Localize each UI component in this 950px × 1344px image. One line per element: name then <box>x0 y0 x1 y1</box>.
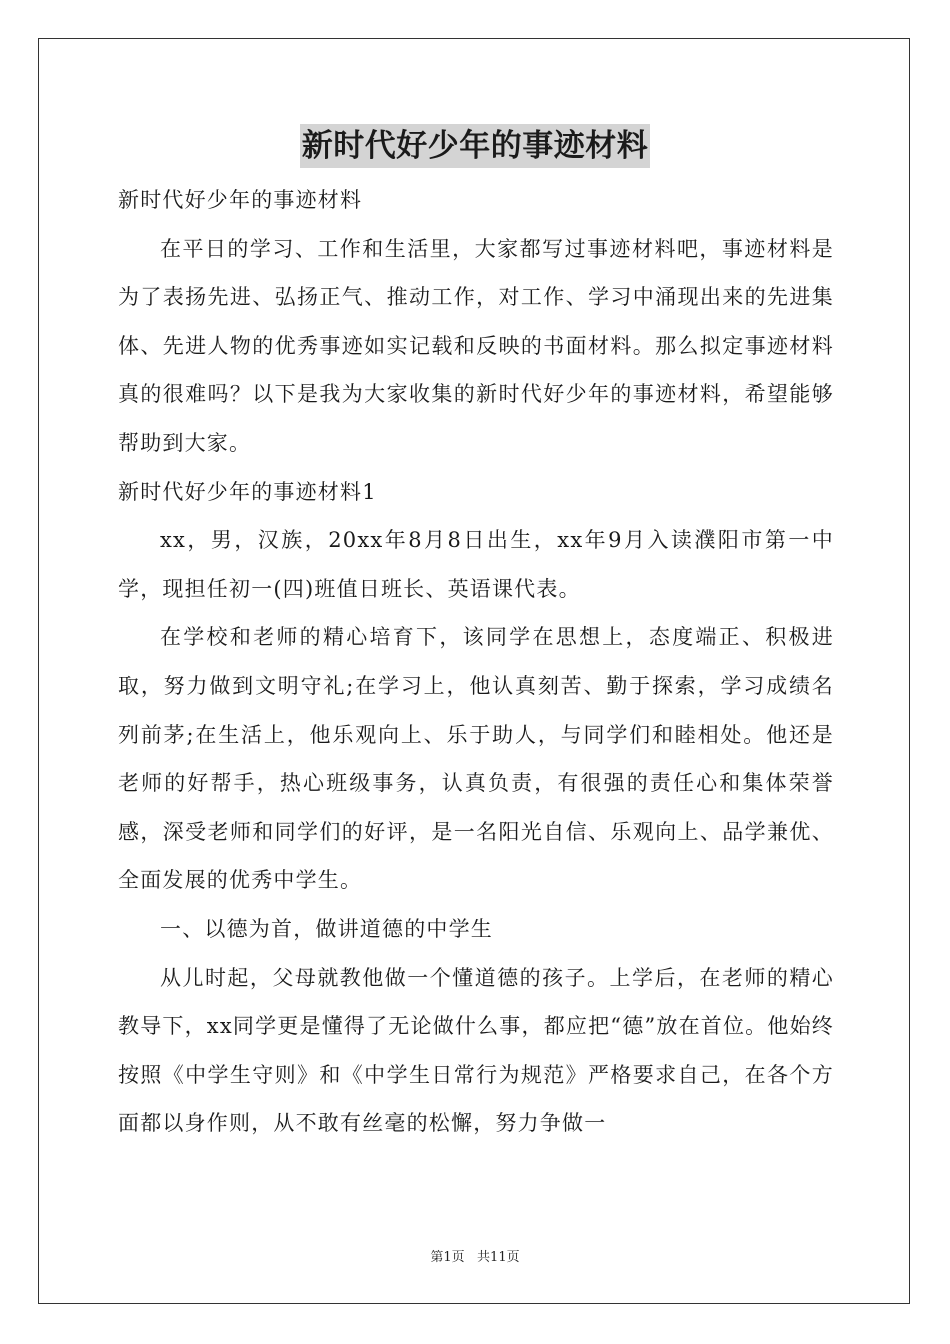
intro-paragraph: 在平日的学习、工作和生活里，大家都写过事迹材料吧，事迹材料是为了表扬先进、弘扬正气、推动工作，对工作、学习中涌现出来的先进集体、先进人物的优秀事迹如实记载和反映的书面材料。那么拟定事迹材料真的很难吗？以下是我为大家收集的新时代好少年的事迹材料，希望能够帮助到大家。 <box>118 236 834 455</box>
document-body <box>118 176 834 1148</box>
section-heading-1: 新时代好少年的事迹材料1 <box>118 479 377 504</box>
summary-paragraph: 在学校和老师的精心培育下，该同学在思想上，态度端正、积极进取，努力做到文明守礼;在学习上，他认真刻苦、勤于探索，学习成绩名列前茅;在生活上，他乐观向上、乐于助人，与同学们和睦相处。他还是老师的好帮手，热心班级事务，认真负责，有很强的责任心和集体荣誉感，深受老师和同学们的好评，是一名阳光自信、乐观向上、品学兼优、全面发展的优秀中学生。 <box>118 625 834 893</box>
document-title: 新时代好少年的事迹材料 <box>300 124 651 168</box>
profile-paragraph: xx，男，汉族，20xx年8月8日出生，xx年9月入读濮阳市第一中学，现担任初一(四)班值日班长、英语课代表。 <box>118 528 834 601</box>
title-container <box>0 124 950 168</box>
page-footer: 第1页 共11页 <box>430 1250 520 1265</box>
subtitle-paragraph: 新时代好少年的事迹材料 <box>118 188 363 212</box>
subheading-morality: 一、以德为首，做讲道德的中学生 <box>160 916 493 941</box>
morality-paragraph: 从儿时起，父母就教他做一个懂道德的孩子。上学后，在老师的精心教导下，xx同学更是懂得了无论做什么事，都应把“德”放在首位。他始终按照《中学生守则》和《中学生日常行为规范》严格要求自己，在各个方面都以身作则，从不敢有丝毫的松懈，努力争做一 <box>118 965 834 1136</box>
